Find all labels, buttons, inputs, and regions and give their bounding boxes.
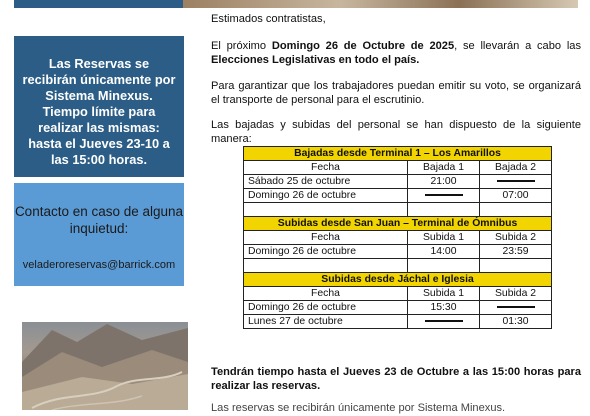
row-date: Domingo 26 de octubre (244, 301, 408, 315)
election-name: Elecciones Legislativas en todo el país. (211, 53, 420, 66)
header-fecha: Fecha (244, 231, 408, 245)
schedule-table (243, 146, 552, 329)
table-row (244, 301, 552, 315)
greeting: Estimados contratistas, (211, 13, 326, 25)
table-header-row (244, 287, 552, 301)
mountain-landscape-image (22, 322, 188, 410)
header-subida-1: Subida 1 (408, 287, 480, 301)
row-time: 15:30 (408, 301, 480, 315)
para1-pre: El próximo (211, 40, 272, 52)
table-row (244, 175, 552, 189)
row-date: Sábado 25 de octubre (244, 175, 408, 189)
schedule-tables (243, 146, 551, 329)
sanjuan-title-row (244, 217, 552, 231)
bajadas-title-row (244, 147, 552, 161)
blank-row (244, 203, 552, 217)
header-image-strip (183, 0, 578, 8)
jachal-title-row (244, 273, 552, 287)
cut-off-line: Las reservas se recibirán únicamente por Sistema Minexus. (211, 402, 506, 414)
no-departure-dash (408, 189, 480, 203)
row-date: Domingo 26 de octubre (244, 189, 408, 203)
contact-email-link[interactable]: veladeroreservas@barrick.com (22, 259, 176, 271)
row-time: 21:00 (408, 175, 480, 189)
header-subida-2: Subida 2 (480, 287, 552, 301)
schedule-intro: Las bajadas y subidas del personal se han dispuesto de la siguiente manera: (211, 119, 581, 145)
mountain-road-photo (22, 322, 188, 410)
para1-mid: , se llevarán a cabo las (454, 40, 582, 52)
jachal-title: Subidas desde Jáchal e Iglesia (244, 273, 552, 287)
transport-paragraph: Para garantizar que los trabajadores puedan emitir su voto, se organizará el transporte de personal para el escrutinio. (211, 80, 581, 106)
table-header-row (244, 161, 552, 175)
no-departure-dash (480, 301, 552, 315)
sanjuan-title: Subidas desde San Juan – Terminal de Ómnibus (244, 217, 552, 231)
reservation-notice-box (14, 36, 184, 177)
table-header-row (244, 231, 552, 245)
no-departure-dash (480, 175, 552, 189)
header-subida-1: Subida 1 (408, 231, 480, 245)
bajadas-title: Bajadas desde Terminal 1 – Los Amarillos (244, 147, 552, 161)
header-bajada-2: Bajada 2 (480, 161, 552, 175)
row-time: 07:00 (480, 189, 552, 203)
table-row (244, 245, 552, 259)
election-paragraph (211, 40, 581, 67)
table-row (244, 189, 552, 203)
sidebar-top-banner (14, 0, 184, 8)
header-bajada-1: Bajada 1 (408, 161, 480, 175)
row-date: Lunes 27 de octubre (244, 315, 408, 329)
contact-title: Contacto en caso de alguna inquietud: (14, 204, 184, 236)
reservation-notice-text: Las Reservas se recibirán únicamente por Sistema Minexus. Tiempo límite para realizar las mismas: hasta el Jueves 23-10 a las 15:00 horas. (22, 56, 176, 167)
contact-box (14, 183, 184, 286)
sidebar (0, 0, 200, 410)
header-fecha: Fecha (244, 161, 408, 175)
header-subida-2: Subida 2 (480, 231, 552, 245)
no-departure-dash (408, 315, 480, 329)
election-date: Domingo 26 de Octubre de 2025 (271, 40, 455, 52)
row-time: 01:30 (480, 315, 552, 329)
blank-row (244, 259, 552, 273)
row-time: 14:00 (408, 245, 480, 259)
row-time: 23:59 (480, 245, 552, 259)
row-date: Domingo 26 de octubre (244, 245, 408, 259)
header-fecha: Fecha (244, 287, 408, 301)
table-row (244, 315, 552, 329)
deadline-paragraph: Tendrán tiempo hasta el Jueves 23 de Octubre a las 15:00 horas para realizar las reservas. (211, 366, 581, 392)
